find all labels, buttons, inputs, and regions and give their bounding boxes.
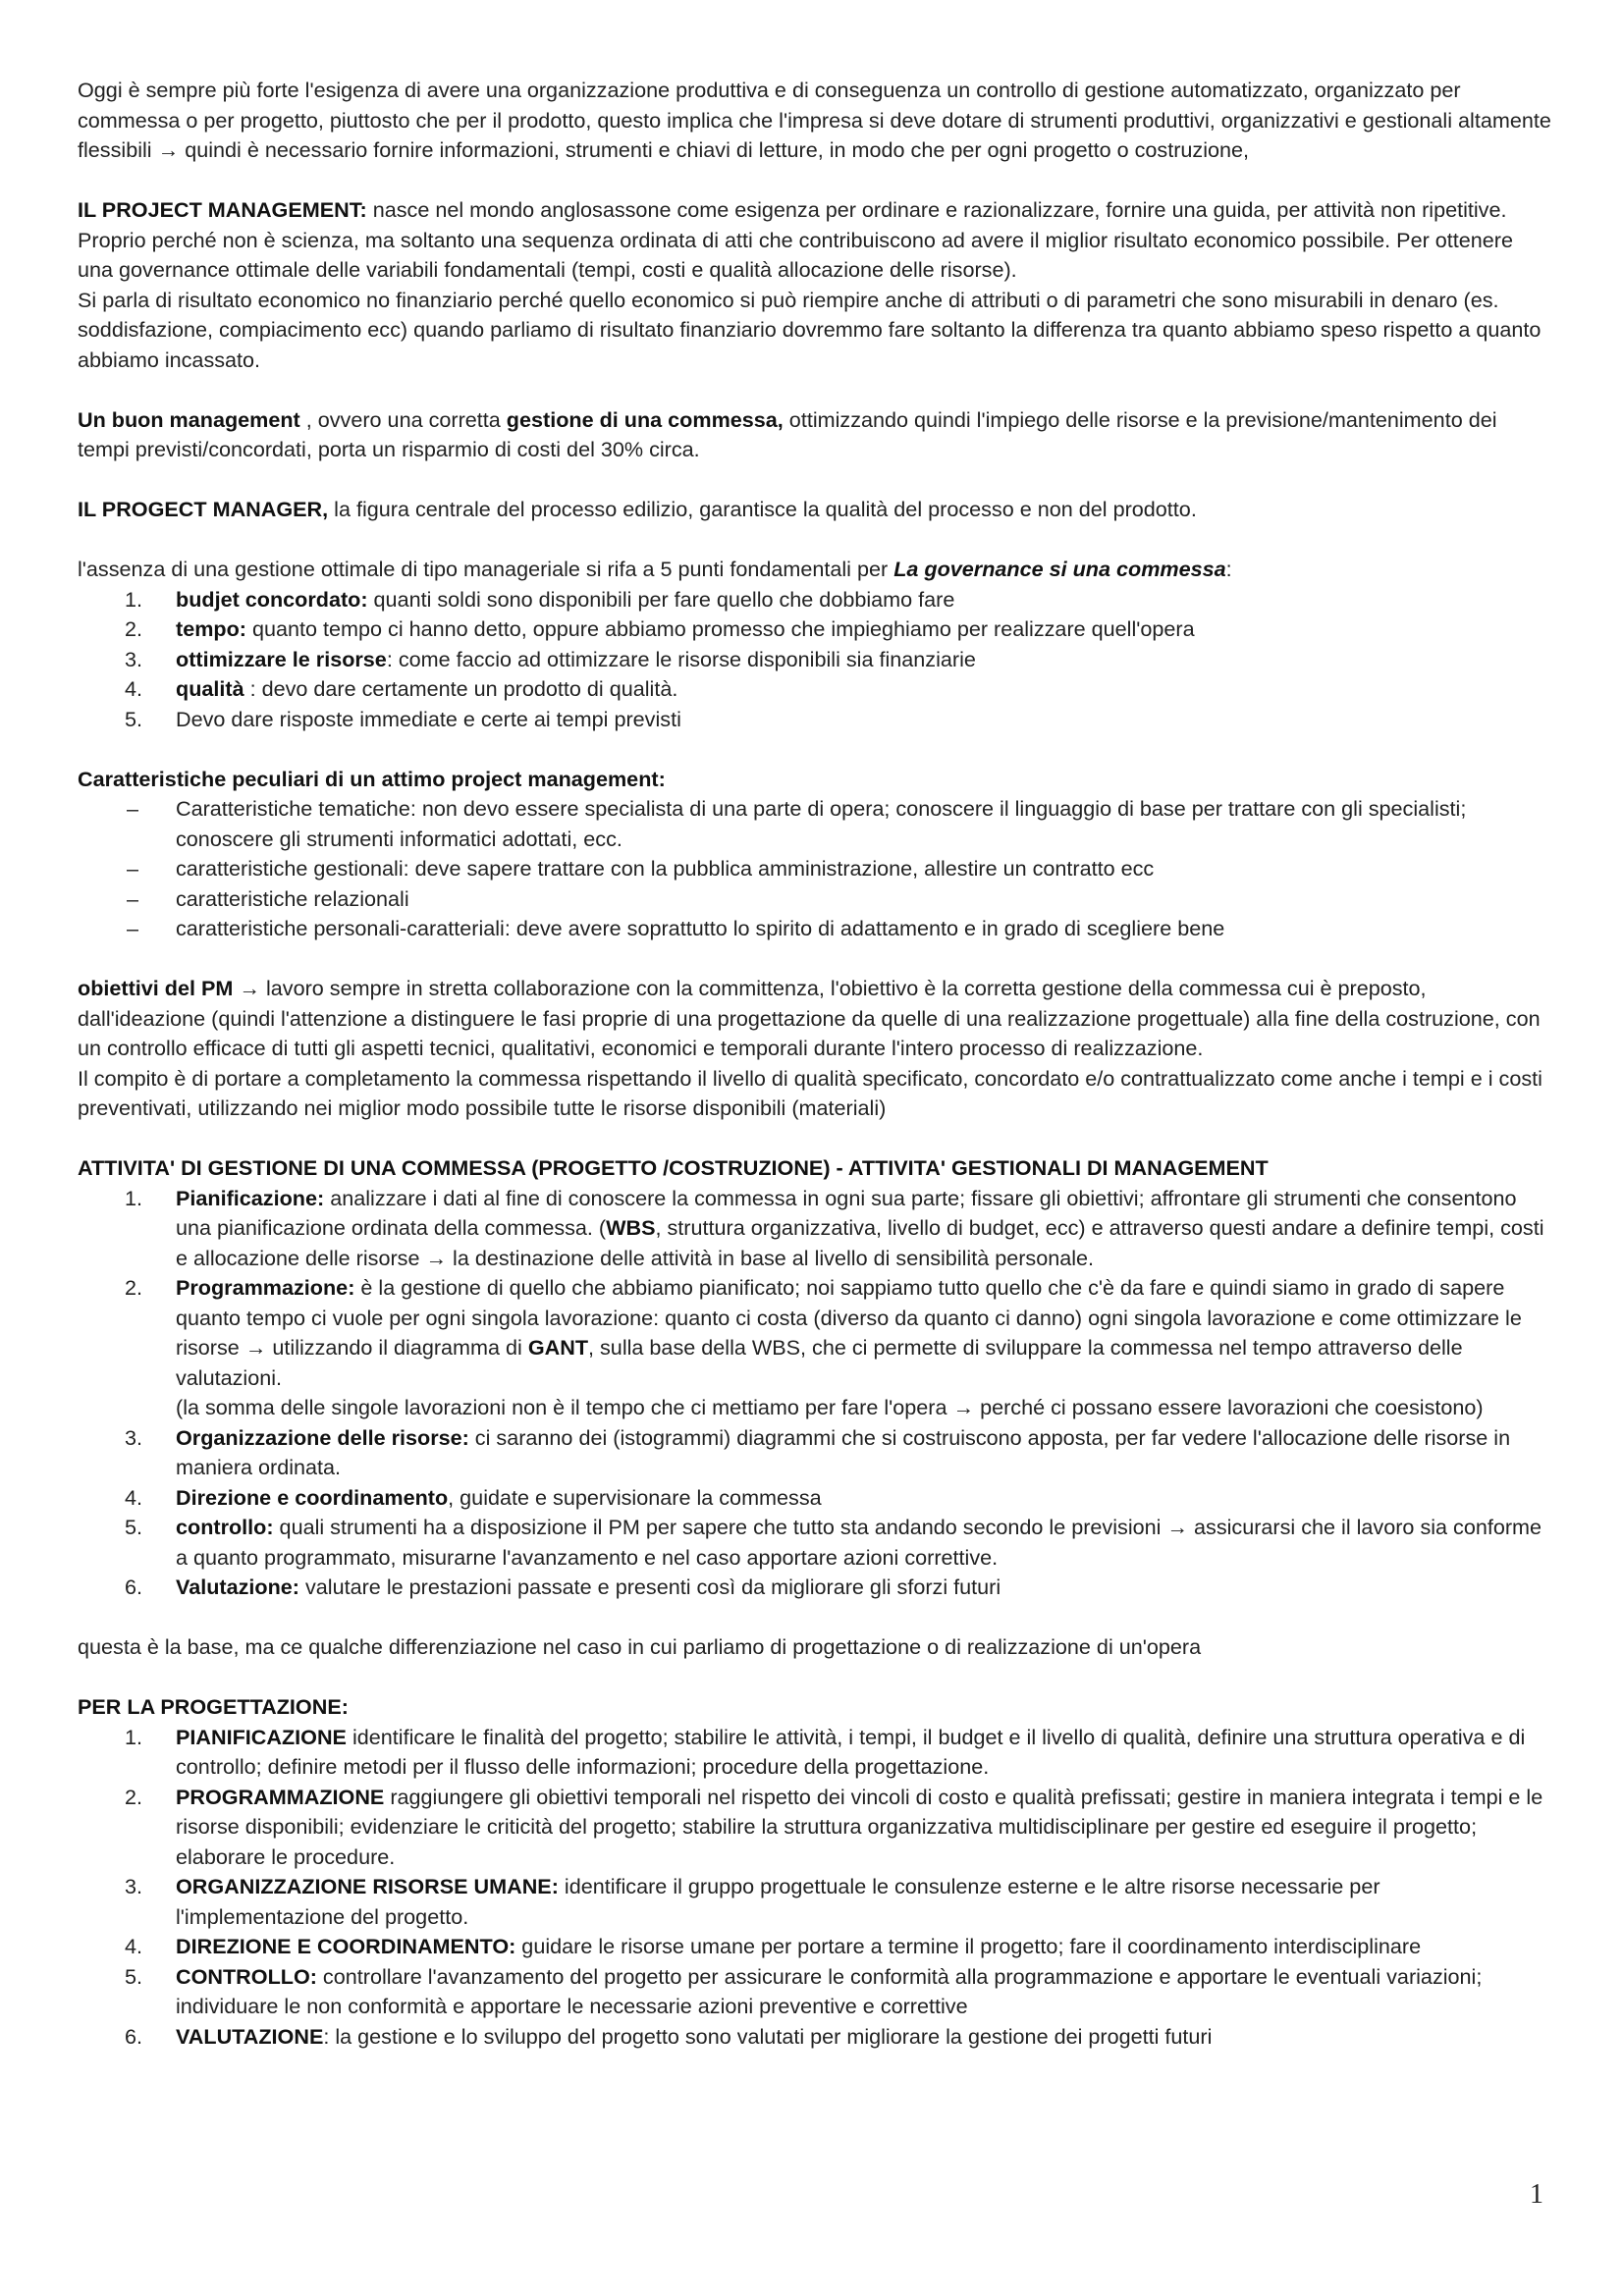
list-item: 5. CONTROLLO: controllare l'avanzamento del progetto per assicurare le conformità alla programmazione e apportare le eventuali variazioni; individuare le non conformità e apportare le necessarie azioni preventive e correttive: [125, 1963, 1483, 2018]
base-paragraph: questa è la base, ma ce qualche differenziazione nel caso in cui parliamo di progettazione o di realizzazione di un'opera: [78, 1634, 1202, 1659]
characteristics-list: [78, 794, 1553, 944]
list-item: 2. Programmazione: è la gestione di quello che abbiamo pianificato; noi sappiamo tutto quello che c'è da fare e quindi siamo in grado di sapere quanto tempo ci vuole per ogni singola lavorazione: quanto ci costa (diverso da quanto ci danno) ogni singola lavorazione e come ottimizzare le risorse → utilizzando il diagramma di GANT, sulla base della WBS, che ci permette di sviluppare la commessa nel tempo attraverso delle valutazioni. (la somma delle singole lavorazioni non è il tempo che ci mettiamo per fare l'opera → perché ci possano essere lavorazioni che coesistono): [125, 1275, 1522, 1419]
list-item: 1. budjet concordato: quanti soldi sono disponibili per fare quello che dobbiamo fare: [125, 586, 955, 612]
project-management-label: IL PROJECT MANAGEMENT:: [78, 197, 367, 222]
list-item: 5. Devo dare risposte immediate e certe ai tempi previsti: [125, 706, 681, 731]
pm-objectives-label: obiettivi del PM: [78, 976, 234, 1000]
design-heading: PER LA PROGETTAZIONE:: [78, 1694, 349, 1719]
list-item: 3. Organizzazione delle risorse: ci saranno dei (istogrammi) diagrammi che si costruiscono apposta, per far vedere l'allocazione delle risorse in maniera ordinata.: [125, 1424, 1511, 1479]
list-item: – Caratteristiche tematiche: non devo essere specialista di una parte di opera; conoscere il linguaggio di base per trattare con gli specialisti; conoscere gli strumenti informatici adottati, ecc.: [127, 796, 1467, 851]
list-item: 4. DIREZIONE E COORDINAMENTO: guidare le risorse umane per portare a termine il progetto; fare il coordinamento interdisciplinare: [125, 1934, 1422, 1958]
list-item: 3. ottimizzare le risorse: come faccio ad ottimizzare le risorse disponibili sia finanziarie: [125, 646, 976, 671]
good-management-paragraph: Un buon management , ovvero una corretta gestione di una commessa, ottimizzando quindi l'impiego delle risorse e la previsione/mantenimento dei tempi previsti/concordati, porta un risparmio di costi del 30% circa.: [78, 406, 1497, 461]
economic-result-paragraph: Si parla di risultato economico no finanziario perché quello economico si può riempire anche di attributi o di parametri che sono misurabili in denaro (es. soddisfazione, compiacimento ecc) quando parliamo di risultato finanziario dovremmo fare soltanto la differenza tra quanto abbiamo speso rispetto a quanto abbiamo incassato.: [78, 287, 1542, 372]
characteristics-heading: Caratteristiche peculiari di un attimo project management:: [78, 766, 666, 791]
governance-list: [78, 585, 1553, 735]
list-item: 3. ORGANIZZAZIONE RISORSE UMANE: identificare il gruppo progettuale le consulenze esterne e le altre risorse necessarie per l'implementazione del progetto.: [125, 1874, 1380, 1929]
list-item: 5. controllo: quali strumenti ha a disposizione il PM per sapere che tutto sta andando secondo le previsioni → assicurarsi che il lavoro sia conforme a quanto programmato, misurarne l'avanzamento e nel caso apportare azioni correttive.: [125, 1515, 1542, 1570]
design-list: [78, 1723, 1553, 2053]
list-item-note: (la somma delle singole lavorazioni non è il tempo che ci mettiamo per fare l'opera → perché ci possano essere lavorazioni che coesistono): [176, 1395, 1484, 1419]
project-manager-label: IL PROGECT MANAGER,: [78, 497, 329, 521]
page-number: 1: [1530, 2179, 1543, 2210]
project-manager-paragraph: IL PROGECT MANAGER, la figura centrale del processo edilizio, garantisce la qualità del processo e non del prodotto.: [78, 497, 1197, 521]
list-item: 4. Direzione e coordinamento, guidate e supervisionare la commessa: [125, 1484, 822, 1510]
good-management-label: Un buon management: [78, 406, 300, 432]
document-page: [78, 76, 1553, 2052]
list-item: 1. Pianificazione: analizzare i dati al fine di conoscere la commessa in ogni sua parte; fissare gli obiettivi; affrontare gli strumenti che consentono una pianificazione ordinata della commessa. (WBS, struttura organizzativa, livello di budget, ecc) e attraverso questi andare a definire tempi, costi e allocazione delle risorse → la destinazione delle attività in base al livello di sensibilità personale.: [125, 1185, 1544, 1270]
project-management-paragraph: [78, 195, 1553, 286]
list-item: 6. Valutazione: valutare le prestazioni passate e presenti così da migliorare gli sforzi futuri: [125, 1575, 1001, 1599]
list-item: 4. qualità : devo dare certamente un prodotto di qualità.: [125, 676, 678, 701]
list-item: 2. tempo: quanto tempo ci hanno detto, oppure abbiamo promesso che impieghiamo per realizzare quell'opera: [125, 616, 1195, 641]
pm-task-paragraph: Il compito è di portare a completamento la commessa rispettando il livello di qualità specificato, concordato e/o contrattualizzato come anche i tempi e i costi preventivati, utilizzando nei miglior modo possibile tutte le risorse disponibili (materiali): [78, 1065, 1542, 1120]
management-activities-heading: ATTIVITA' DI GESTIONE DI UNA COMMESSA (PROGETTO /COSTRUZIONE) - ATTIVITA' GESTIONALI DI MANAGEMENT: [78, 1155, 1269, 1180]
list-item: 6. VALUTAZIONE: la gestione e lo sviluppo del progetto sono valutati per migliorare la gestione dei progetti futuri: [125, 2023, 1213, 2049]
list-item: – caratteristiche relazionali: [127, 885, 409, 911]
list-item: – caratteristiche gestionali: deve sapere trattare con la pubblica amministrazione, allestire un contratto ecc: [127, 856, 1155, 881]
management-activities-list: [78, 1184, 1553, 1603]
list-item: – caratteristiche personali-caratteriali: deve avere soprattutto lo spirito di adattamento e in grado di scegliere bene: [127, 916, 1225, 940]
list-item: 2. PROGRAMMAZIONE raggiungere gli obiettivi temporali nel rispetto dei vincoli di costo e qualità prefissati; gestire in maniera integrata i tempi e le risorse disponibili; evidenziare le criticità del progetto; stabilire la struttura organizzativa multidisciplinare per gestire ed eseguire il progetto; elaborare le procedure.: [125, 1784, 1543, 1869]
pm-objectives-paragraph: obiettivi del PM → lavoro sempre in stretta collaborazione con la committenza, l'obiettivo è la corretta gestione della commessa cui è preposto, dall'ideazione (quindi l'attenzione a distinguere le fasi proprie di una progettazione da quelle di una realizzazione progettuale) alla fine della costruzione, con un controllo efficace di tutti gli aspetti tecnici, qualitativi, economici e temporali durante l'intero processo di realizzazione.: [78, 976, 1541, 1060]
governance-intro: l'assenza di una gestione ottimale di tipo manageriale si rifa a 5 punti fondamentali per La governance si una commessa:: [78, 557, 1232, 581]
list-item: 1. PIANIFICAZIONE identificare le finalità del progetto; stabilire le attività, i tempi, il budget e il livello di qualità, definire una struttura operativa e di controllo; definire metodi per il flusso delle informazioni; procedure della progettazione.: [125, 1724, 1526, 1779]
governance-emphasis: La governance si una commessa: [893, 557, 1226, 581]
project-management-text: nasce nel mondo anglosassone come esigenza per ordinare e razionalizzare, fornire una guida, per attività non ripetitive. Proprio perché non è scienza, ma soltanto una sequenza ordinata di atti che contribuiscono ad avere il miglior risultato economico possibile. Per ottenere una governance ottimale delle variabili fondamentali (tempi, costi e qualità allocazione delle risorse).: [78, 197, 1514, 282]
intro-paragraph: Oggi è sempre più forte l'esigenza di avere una organizzazione produttiva e di conseguenza un controllo di gestione automatizzato, organizzato per commessa o per progetto, piuttosto che per il prodotto, questo implica che l'impresa si deve dotare di strumenti produttivi, organizzativi e gestionali altamente flessibili → quindi è necessario fornire informazioni, strumenti e chiavi di letture, in modo che per ogni progetto o costruzione,: [78, 78, 1551, 162]
